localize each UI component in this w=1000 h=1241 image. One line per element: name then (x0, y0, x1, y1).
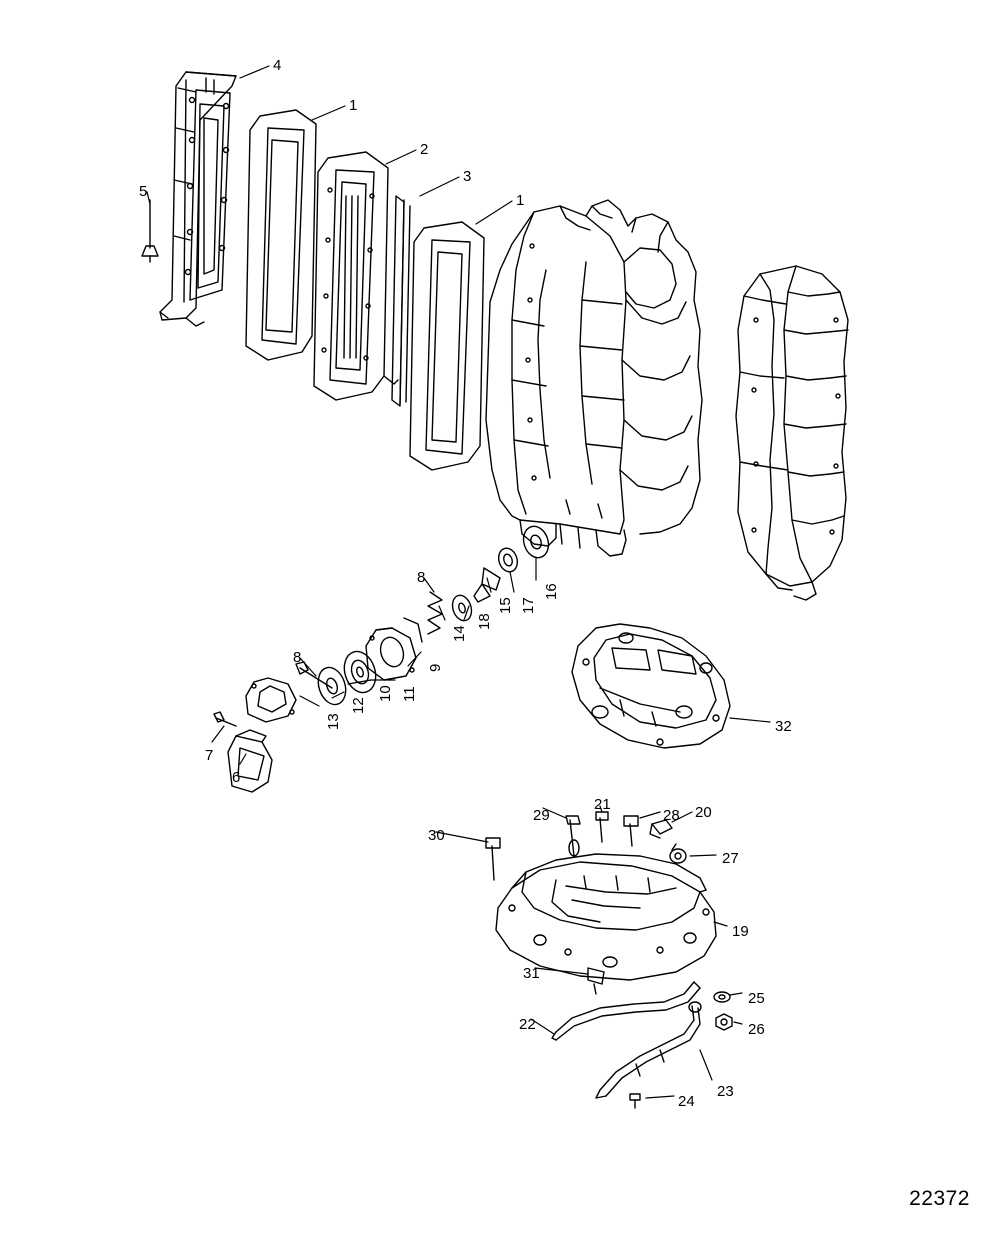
callout-28: 28 (663, 807, 680, 824)
callout-1a: 1 (349, 97, 358, 114)
callout-27: 27 (722, 850, 739, 867)
leader-lines (147, 66, 770, 1098)
part-30-bolt (486, 838, 500, 880)
part-26-nut (716, 1014, 732, 1030)
callout-31: 31 (523, 965, 540, 982)
callout-24: 24 (678, 1093, 695, 1110)
callout-22: 22 (519, 1016, 536, 1033)
part-2-cover-plate (314, 152, 398, 400)
callout-9: 9 (427, 663, 444, 672)
part-18-washer (449, 593, 474, 623)
callout-29: 29 (533, 807, 550, 824)
callout-21: 21 (594, 796, 611, 813)
callout-20: 20 (695, 804, 712, 821)
part-28-bolt (624, 816, 638, 846)
part-19-bottom-cowl (496, 854, 716, 980)
callout-15: 15 (497, 597, 514, 614)
part-29-bolt (566, 816, 580, 856)
callout-32: 32 (775, 718, 792, 735)
callout-26: 26 (748, 1021, 765, 1038)
part-4-end-cap (160, 72, 236, 326)
part-21-bolt (596, 812, 608, 842)
part-5-stud (142, 200, 158, 262)
callout-7: 7 (205, 747, 214, 764)
part-cylinder-block (486, 200, 702, 556)
part-1b-gasket (410, 222, 484, 470)
callout-10: 10 (377, 685, 394, 702)
part-25-washer (714, 992, 730, 1002)
callout-11: 11 (401, 686, 418, 702)
part-13-gasket (246, 678, 296, 722)
callout-25: 25 (748, 990, 765, 1007)
callout-8b: 8 (293, 649, 302, 666)
callout-8a: 8 (417, 569, 426, 586)
callout-30: 30 (428, 827, 445, 844)
callout-17: 17 (520, 597, 537, 614)
part-1a-gasket (246, 110, 316, 360)
callout-18: 18 (476, 613, 493, 630)
callout-1b: 1 (516, 192, 525, 209)
part-14-spring (428, 592, 442, 634)
part-17-spacer (496, 546, 521, 574)
part-23-cable (596, 1002, 701, 1098)
callout-19: 19 (732, 923, 749, 940)
callout-3: 3 (463, 168, 472, 185)
callout-23: 23 (717, 1083, 734, 1100)
callout-13: 13 (325, 713, 342, 730)
callout-6: 6 (232, 769, 241, 786)
callout-2: 2 (420, 141, 429, 158)
callout-12: 12 (350, 697, 367, 714)
callout-4: 4 (273, 57, 282, 74)
part-32-adapter-plate (572, 624, 730, 748)
part-27-grommet (670, 844, 686, 863)
callout-5: 5 (139, 183, 148, 200)
callout-14: 14 (451, 625, 468, 642)
part-24-clamp (630, 1094, 640, 1108)
part-16-cap (520, 523, 553, 561)
part-7-bolt (214, 712, 236, 726)
callout-16: 16 (543, 583, 560, 600)
part-crankcase-half (736, 266, 848, 600)
part-31-plug (588, 968, 604, 994)
part-9-valve-body (366, 618, 422, 680)
part-22-hose (552, 982, 700, 1040)
part-3-inner-plate (392, 196, 410, 406)
drawing-number: 22372 (909, 1187, 970, 1210)
